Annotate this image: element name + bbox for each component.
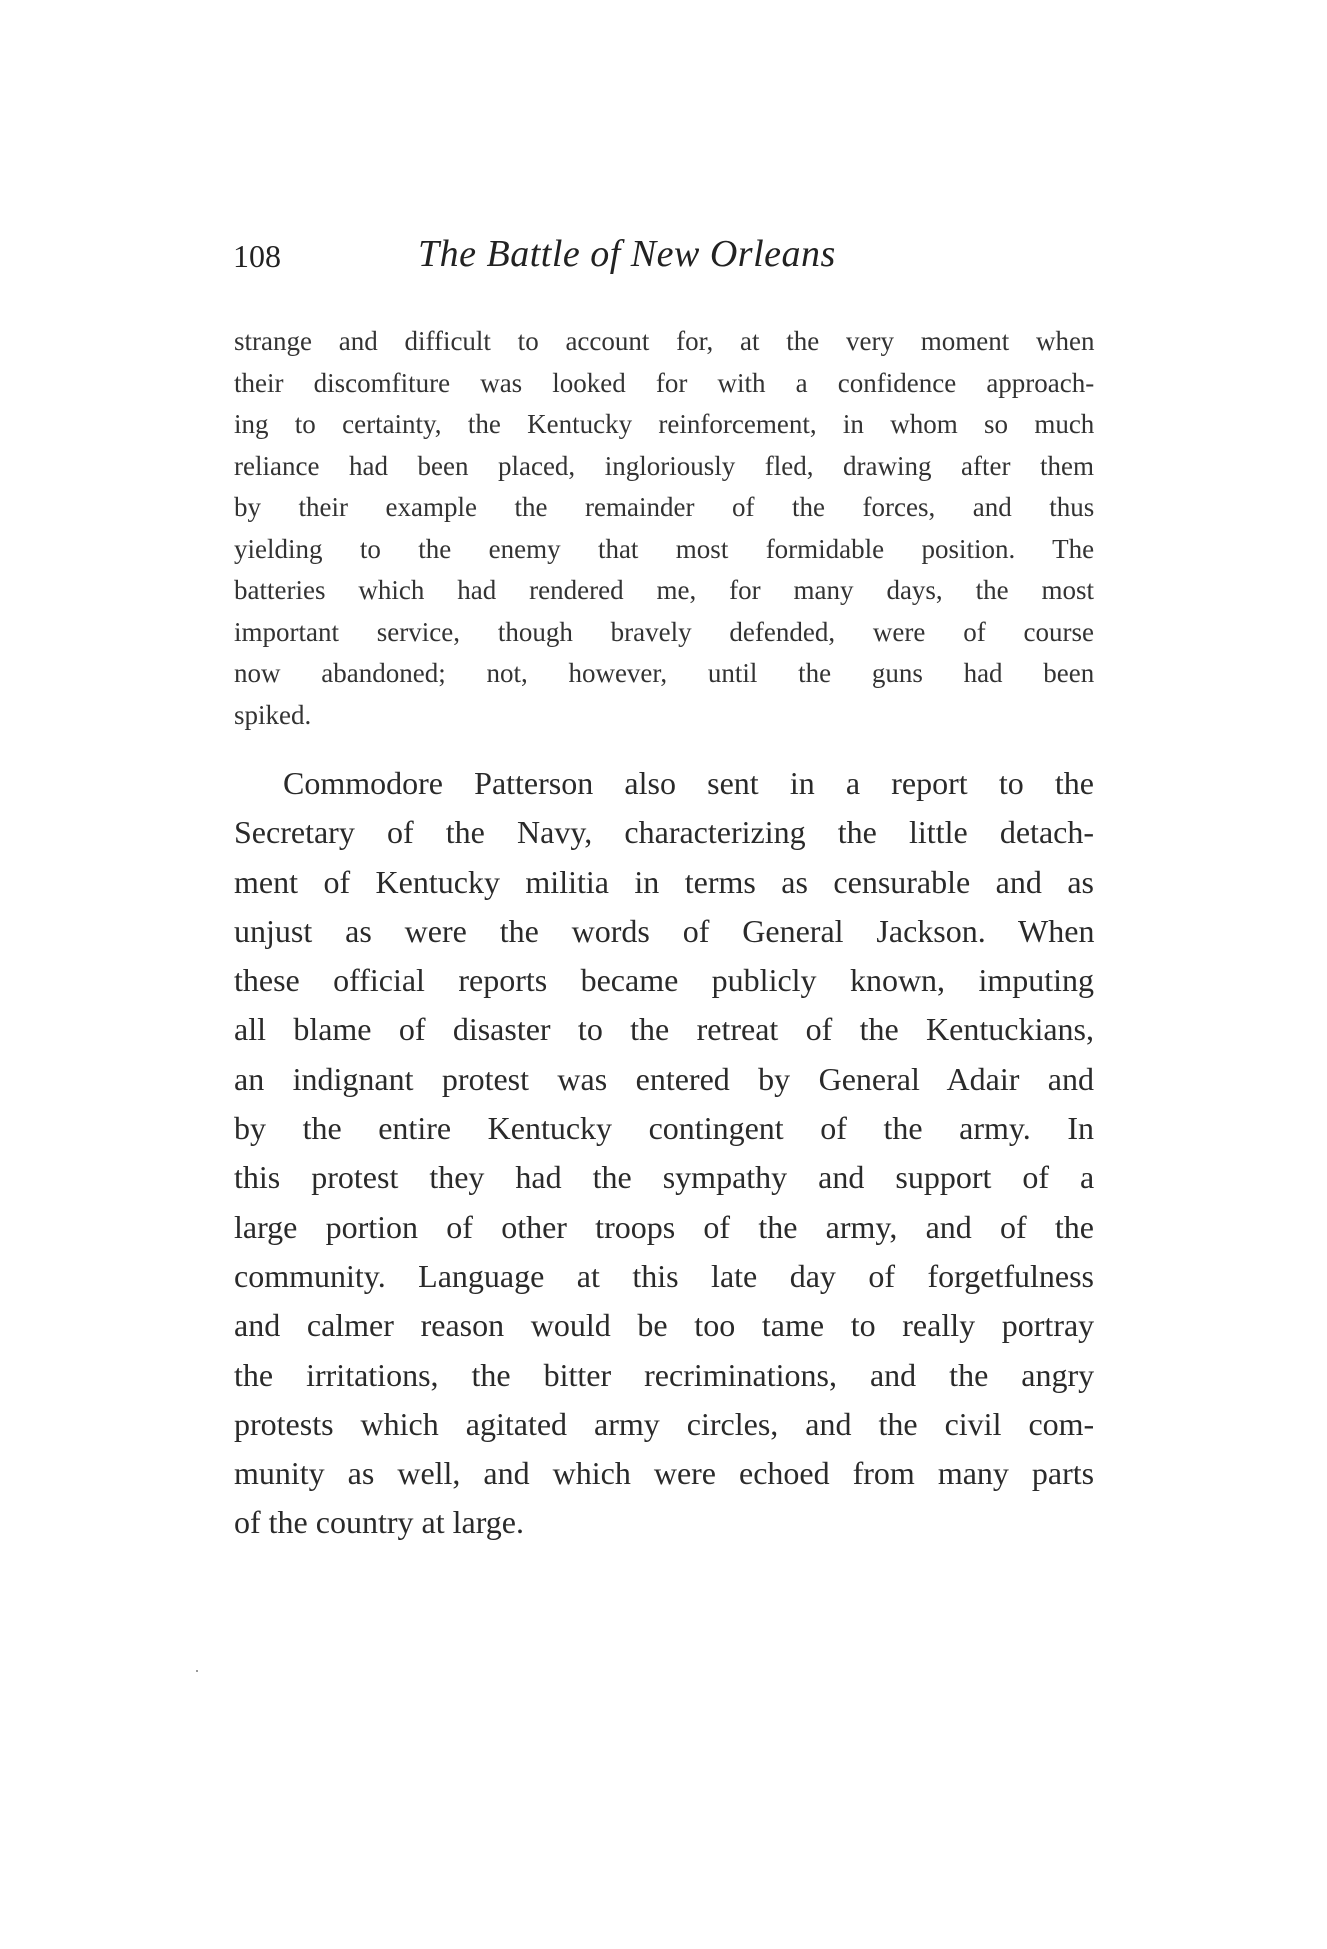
text-line: community. Language at this late day of forgetfulness (234, 1257, 1094, 1294)
text-line: strange and difficult to account for, at the very moment when (234, 326, 1095, 356)
text-line: by their example the remainder of the forces, and thus (234, 492, 1095, 522)
text-line: all blame of disaster to the retreat of the Kentuckians, (234, 1011, 1094, 1048)
text-line: batteries which had rendered me, for many days, the most (234, 575, 1094, 605)
quoted-paragraph (234, 321, 1094, 736)
body-paragraph (234, 759, 1094, 1548)
running-head-title: The Battle of New Orleans (418, 233, 836, 275)
text-line: ing to certainty, the Kentucky reinforcement, in whom so much (234, 409, 1095, 439)
text-line: Secretary of the Navy, characterizing the little detach- (234, 814, 1094, 851)
text-line: ment of Kentucky militia in terms as censurable and as (234, 863, 1094, 900)
text-line: munity as well, and which were echoed from many parts (234, 1455, 1095, 1492)
text-line: their discomfiture was looked for with a confidence approach- (234, 367, 1095, 398)
scan-speck (196, 1670, 198, 1672)
text-line: now abandoned; not, however, until the guns had been (234, 658, 1095, 688)
page-number: 108 (233, 238, 281, 274)
text-line: this protest they had the sympathy and support of a (234, 1159, 1095, 1196)
text-line: an indignant protest was entered by General Adair and (234, 1060, 1094, 1097)
text-line: Commodore Patterson also sent in a report to the (283, 765, 1094, 801)
text-line: unjust as were the words of General Jackson. When (234, 912, 1095, 949)
text-line: these official reports became publicly known, imputing (234, 962, 1094, 999)
text-line: by the entire Kentucky contingent of the army. In (234, 1110, 1094, 1147)
text-line: spiked. (234, 699, 312, 730)
text-line: large portion of other troops of the army, and of the (234, 1208, 1094, 1245)
text-line: and calmer reason would be too tame to really portray (234, 1307, 1095, 1344)
text-line: important service, though bravely defended, were of course (234, 616, 1094, 647)
text-line: protests which agitated army circles, and the civil com- (234, 1405, 1095, 1442)
text-line: of the country at large. (234, 1504, 524, 1541)
text-line: reliance had been placed, ingloriously fled, drawing after them (234, 450, 1094, 481)
text-line: yielding to the enemy that most formidable position. The (234, 533, 1095, 564)
text-line: the irritations, the bitter recriminations, and the angry (234, 1356, 1095, 1393)
